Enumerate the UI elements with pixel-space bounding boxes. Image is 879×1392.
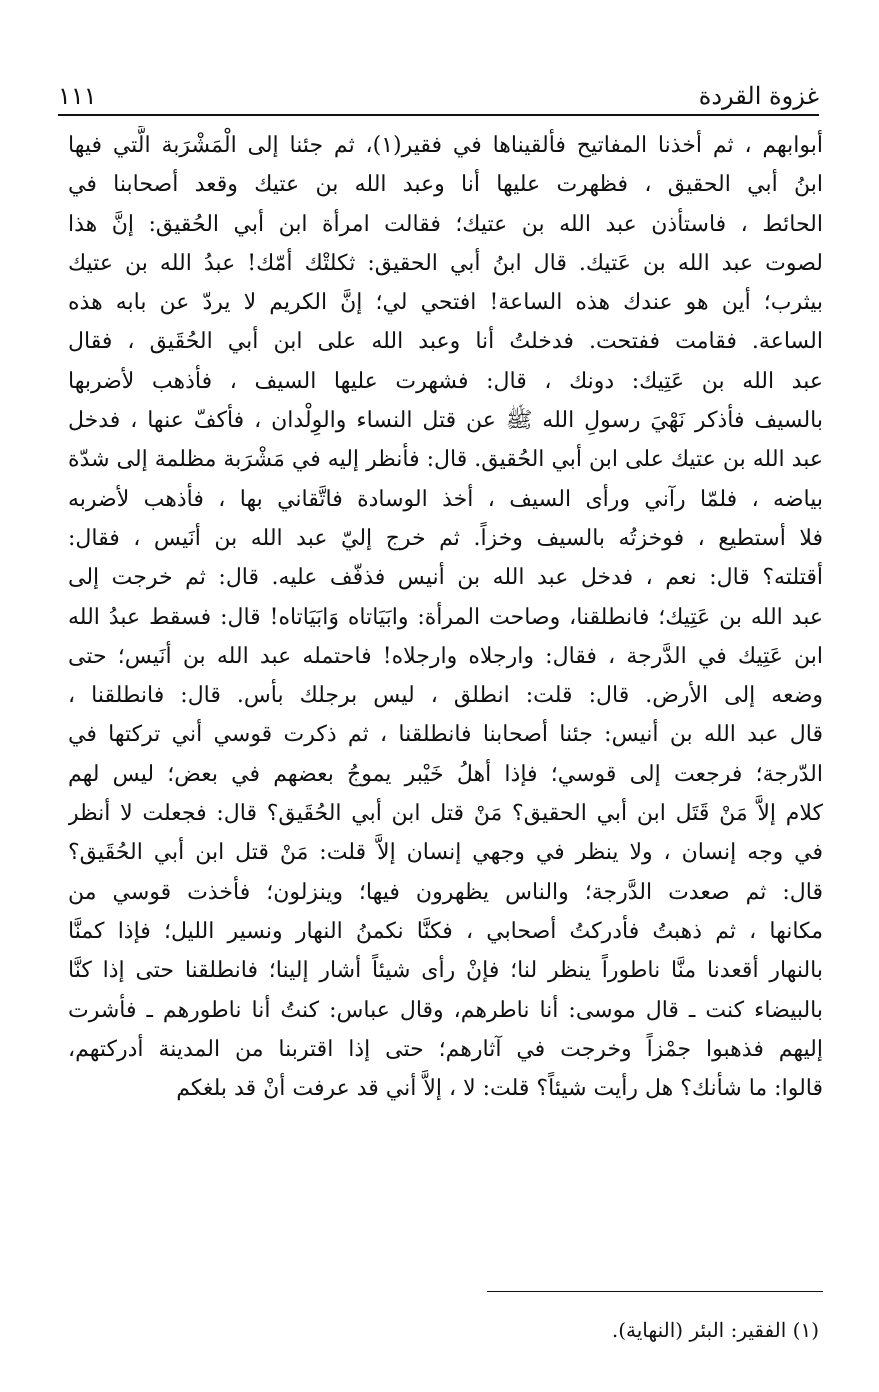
text-line: بالبيضاء كنت ـ قال موسى: أنا ناطرهم، وقال عباس: كنتُ أنا ناطورهم ـ فأشرت bbox=[68, 997, 823, 1023]
footnote-separator bbox=[487, 1291, 823, 1292]
body-text bbox=[68, 126, 823, 1108]
text-line: قالوا: ما شأنك؟ هل رأيت شيئاً؟ قلت: لا ، إلاَّ أني قد عرفت أنْ قد بلغكم bbox=[176, 1076, 823, 1102]
text-line: لصوت عبد الله بن عَتيك. قال ابنُ أبي الحقيق: ثكلتْك أمّك! عبدُ الله بن عتيك bbox=[68, 250, 823, 276]
text-line: كلام إلاَّ مَنْ قَتَل ابن أبي الحقيق؟ مَنْ قتل ابن أبي الحُقَيق؟ قال: فجعلت لا أنظر bbox=[68, 801, 823, 827]
text-line: ابن عَتِيك في الدَّرجة ، فقال: وارجلاه وارجلاه! فاحتمله عبد الله بن أنَيس؛ حتى bbox=[68, 643, 823, 669]
text-line: وضعه إلى الأرض. قال: قلت: انطلق ، ليس برجلك بأس. قال: فانطلقنا ، bbox=[68, 683, 823, 709]
text-line: عبد الله بن عَتِيك: دونك ، قال: فشهرت عليها السيف ، فأذهب لأضربها bbox=[68, 368, 823, 394]
text-line: في وجه إنسان ، ولا ينظر في وجهي إنسان إلاَّ قلت: مَنْ قتل ابن أبي الحُقَيق؟ bbox=[68, 840, 823, 866]
text-line: أقتلته؟ قال: نعم ، فدخل عبد الله بن أنيس فذفّف عليه. قال: ثم خرجت إلى bbox=[68, 565, 823, 591]
header-rule bbox=[58, 114, 819, 116]
page-header bbox=[58, 70, 819, 110]
text-line: بالنهار أقعدنا منَّا ناطوراً ينظر لنا؛ فإنْ رأى شيئاً أشار إلينا؛ فانطلقنا حتى إذا كنَّا bbox=[68, 958, 823, 984]
text-line: إليهم فذهبوا جمْزاً وخرجت في آثارهم؛ حتى إذا اقتربنا من المدينة أدركتهم، bbox=[68, 1036, 823, 1062]
text-line: الحائط ، فاستأذن عبد الله بن عتيك؛ فقالت امرأة ابن أبي الحُقيق: إنَّ هذا bbox=[68, 211, 823, 237]
text-line: بالسيف فأذكر نَهْيَ رسولِ الله ﷺ عن قتل النساء والوِلْدان ، فأكفّ عنها ، فدخل bbox=[68, 408, 823, 434]
text-line: الدّرجة؛ فرجعت إلى قوسي؛ فإذا أهلُ خَيْبر يموجُ بعضهم في بعض؛ ليس لهم bbox=[68, 761, 823, 787]
running-title: غزوة القردة bbox=[698, 82, 819, 110]
text-line: ابنُ أبي الحقيق ، فظهرت عليها أنا وعبد الله بن عتيك وقعد أصحابنا في bbox=[68, 172, 823, 198]
text-line: عبد الله بن عتيك على ابن أبي الحُقيق. قال: فأنظر إليه في مَشْرَبة مظلمة إلى شدّة bbox=[68, 447, 823, 473]
text-line: الساعة. فقامت ففتحت. فدخلتُ أنا وعبد الله على ابن أبي الحُقَيق ، فقال bbox=[68, 329, 823, 355]
text-line: فلا أستطيع ، فوخزتُه بالسيف وخزاً. ثم خرج إليّ عبد الله بن أنَيس ، فقال: bbox=[68, 525, 823, 551]
text-line: عبد الله بن عَتِيك؛ فانطلقنا، وصاحت المرأة: وابَيَاتاه وَابَيَاتاه! قال: فسقط عبدُ الله bbox=[68, 604, 823, 630]
page-number: ١١١ bbox=[58, 82, 97, 110]
text-line: مكانها ، ثم ذهبتُ فأدركتُ أصحابي ، فكنَّا نكمنُ النهار ونسير الليل؛ فإذا كمنَّا bbox=[68, 918, 823, 944]
footnote: (١) الفقير: البئر (النهاية). bbox=[611, 1318, 819, 1342]
text-line: أبوابهم ، ثم أخذنا المفاتيح فألقيناها في فقير(١)، ثم جئنا إلى الْمَشْرَبة الَّتي فيها bbox=[68, 133, 823, 158]
text-line: قال: ثم صعدت الدَّرجة؛ والناس يظهرون فيها؛ وينزلون؛ فأخذت قوسي من bbox=[68, 879, 823, 905]
text-line: بياضه ، فلمّا رآني ورأى السيف ، أخذ الوسادة فاتَّقاني بها ، فأذهب لأضربه bbox=[68, 486, 823, 512]
text-line: قال عبد الله بن أنيس: جئنا أصحابنا فانطلقنا ، ثم ذكرت قوسي أني تركتها في bbox=[68, 722, 823, 748]
text-line: بيثرب؛ أين هو عندك هذه الساعة! افتحي لي؛ إنَّ الكريم لا يردّ عن بابه هذه bbox=[68, 290, 823, 316]
